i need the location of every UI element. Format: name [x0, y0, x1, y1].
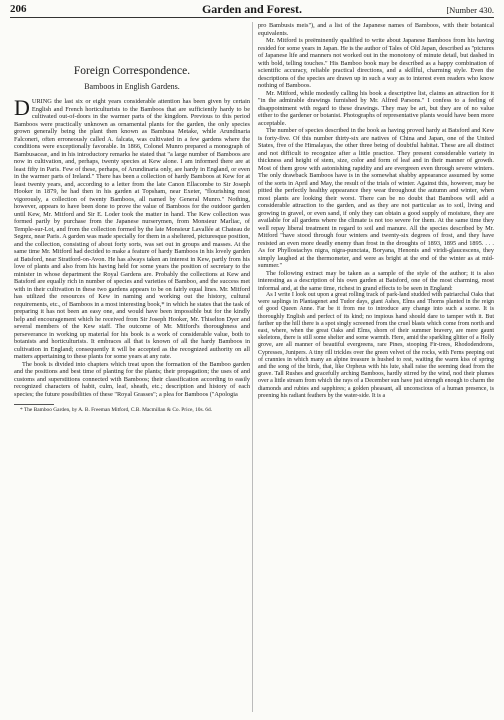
paragraph: pro Bambusis meis"), and a list of the Japanese names of Bamboos, with their botanical equivalents. [258, 22, 494, 37]
issue-number: [Number 430. [446, 5, 494, 15]
left-column [14, 22, 250, 413]
paragraph: The book is divided into chapters which treat upon the formation of the Bamboo garden and the positions and best time of planting for the plants; their propagation; the uses of and customs and superstitions connected with Bamboos; their classification according to easily recognized characters of habit, culm, leaf, sheath, etc.; description and history of each species; the future possibilities of these "Royal Grasses"; a plea for Bamboos ("Apologia [14, 360, 250, 398]
paragraph: DURING the last six or eight years considerable attention has been given by certain English and French horticulturists to the Bamboos that are sufficiently hardy to be cultivated out-of-doors in the warmer parts of the kingdom. Previous to this period Bamboos were practically unknown as ornamental plants for the garden, the only species grown generally being the plant then known as Bambusa Metake, while Arundinaria Falconeri, often erroneously called A. falcata, was cultivated in a few gardens where the conditions were exceptionally favorable. In 1866, Colonel Munro prepared a monograph of Bambusaceæ, and in his introductory remarks he stated that "a large number of Bamboos are now in cultivation, and, perhaps, twenty species at Kew alone. I am informed there are at least fifty in Paris. Few of these, perhaps, of Arundinaria only, are hardy in England, or even in the warmer parts of Ireland." There has been a collection of hardy Bamboos at Kew for at least twenty years, and, according to a letter from the late Canon Ellacombe to Sir Joseph Hooker in 1879, he had then in his garden at Topsham, near Exeter, "flourishing most vigorously, a collection of twenty Bamboos, all named by General Munro." Nothing, however, appears to have been done to prove the value of Bamboos for the outdoor garden until Kew, Mr. Mitford and Sir E. Loder took the matter in hand. The Kew collection was formed partly by purchase from the Japanese nurserymen, from Monsieur Marliac, of Temple-sur-Lot, and from the collection formed by the late Monsieur Lavallée at Chateau de Segrez, near Paris. A garden was made specially for them in a sheltered, picturesque position, and the collection, consisting of about forty sorts, was set out in groups and masses. At the same time Mr. Mitford had decided to make a feature of hardy Bamboos in his lovely garden at Batsford, near Stratford-on-Avon. He has always taken an interest in Kew, partly from his love of plants and also from his having held for some years the position of secretary to the minister in whose department the Royal Gardens are. Probably the collections at Kew and Batsford are equally rich in number of species and varieties of Bamboo, and the success met with in their cultivation in these two gardens appears to be on fairly equal lines. Mr. Mitford has utilized the resources of Kew in naming and working out the history, cultural requirements, etc., of Bamboos in a most interesting book,* in which he states that the task of preparing it has not been an easy one, and would have been impossible but for the kindly help and encouragement which he received from Sir Joseph Hooker, Mr. Thiselton Dyer and several members of the Kew staff. The outcome of Mr. Mitford's thoroughness and perseverance in working up material for his book is a work of considerable value, both to botanists and horticulturists. It embraces all that is known of all the hardy Bamboos in cultivation in England; consequently it will be accepted as the recognized authority on all matters appertaining to these plants for some years at any rate. [14, 95, 250, 360]
footnote: * The Bamboo Garden, by A. B. Freeman Mitford, C.B. Macmillan & Co. Price, 10s. 6d. [20, 407, 212, 413]
footnote-rule [14, 404, 54, 405]
paragraph: Mr. Mitford is preëminently qualified to write about Japanese Bamboos from his having resided for some years in Japan. He is the author of Tales of Old Japan, described as "pictures of Japanese life and manners not worked out in the monotony of minute detail, but dashed in with bold, telling touches." His Bamboo book may be described as a happy combination of scientific accuracy, reliable practical directions, and a skillful, charming style. Even the descriptions of the species are drawn up in such a way as to interest even readers who know nothing of Bamboos. [258, 37, 494, 89]
page-header [10, 3, 494, 18]
right-column [258, 22, 494, 400]
paragraph: Mr. Mitford, while modestly calling his book a descriptive list, claims an attraction for it "in the admirable drawings furnished by Mr. Alfred Parsons." I confess to a feeling of disappointment with regard to these drawings. They may be art, but they are of no value either to the gardener or botanist. Photographs of representative plants would have been more acceptable. [258, 89, 494, 127]
section-title: Foreign Correspondence. [73, 65, 191, 77]
page-number: 206 [10, 3, 27, 15]
column-divider [252, 22, 253, 712]
drop-cap: D [14, 95, 30, 120]
paragraph: The number of species described in the book as having proved hardy at Batsford and Kew is forty-five. Of this number thirty-six are natives of China and Japan, one of the United States, five of the Himalayas, the other three being of doubtful habitat. These are all distinct and not difficult to recognize after a little practice. They present considerable variety in thickness and height of stem, size, color and form of leaf and in their manner of growth. Most of them grow with astonishing rapidity and are evergreen even through severe winters. The only drawback Bamboos have is in the somewhat shabby appearance assumed by some of the sorts in April and May, the result of the trials of winter. Against this, however, may be pitted the perfectly healthy appearance they wear throughout the autumn and winter, when most plants are looking their worst. There can be no doubt that Bamboos will add a considerable attraction to the garden, and as they are not particular as to soil, living and growing in gravel, or even sand, if only they can obtain a good supply of moisture, they are available for all gardens where the climate is not too severe for them. At the same time they well repay liberal treatment in regard to soil and manure. All the species described by Mr. Mitford "have stood through four winters and twenty-six degrees of frost, and they have resisted an even more deadly enemy than frost in the droughts of 1893, 1895 and 1895. . . . As for Phyllostachys nigra, nigra-punctata, Boryana, Henonis and viridi-glaucescens, they simply laughed at the thermometer, and were as bright at the end of the winter as at mid-summer." [258, 127, 494, 269]
block-quote: As I write I look out upon a great rolling track of park-land studded with patriarchal Oaks that were saplings in Plantagenet and Tudor days, giant Ashes, Elms and Thorns planted in the reign of good Queen Anne. Far be it from me to introduce any change into such a scene. It is thoroughly English and perfect of its kind; no impious hand should dare to tamper with it. But farther up the hill there is a spot singly screened from the cruel blasts which come from north and east, where, when the great Oaks and Elms, shorn of their summer bravery, are mere gaunt skeletons, there is still some shelter and some warmth. Here, amid the sparkling glitter of a Holly grove, are all manner of beautiful evergreens, rare Pines, stooping Fir-trees, Rhododendrons, Cypresses, Junipers. A tiny rill trickles over the green velvet of the rocks, with Ferns peeping out of crannies in which many an alpine treasure is hushed to rest, waiting the warm kiss of spring and the song of the birds, that, like Orpheus with his lute, shall raise the seeming dead from the grave. Tall Rushes and gracefully arching Bamboos, hardly stirred by the wind, nod their plumes over a little stream from which the rays of a December sun have just strength enough to charm the diamonds and rubies and sapphires; a golden pheasant, all unconscious of a human presence, is preening his radiant feathers by the water-side. It is a [258, 292, 494, 399]
paragraph: The following extract may be taken as a sample of the style of the author; it is also interesting as a description of his own garden at Batsford, one of the most charming, most informal and, at the same time, richest in grand effects to be seen in England: [258, 269, 494, 292]
running-title: Garden and Forest. [201, 2, 303, 16]
article-subtitle: Bamboos in English Gardens. [84, 82, 180, 91]
